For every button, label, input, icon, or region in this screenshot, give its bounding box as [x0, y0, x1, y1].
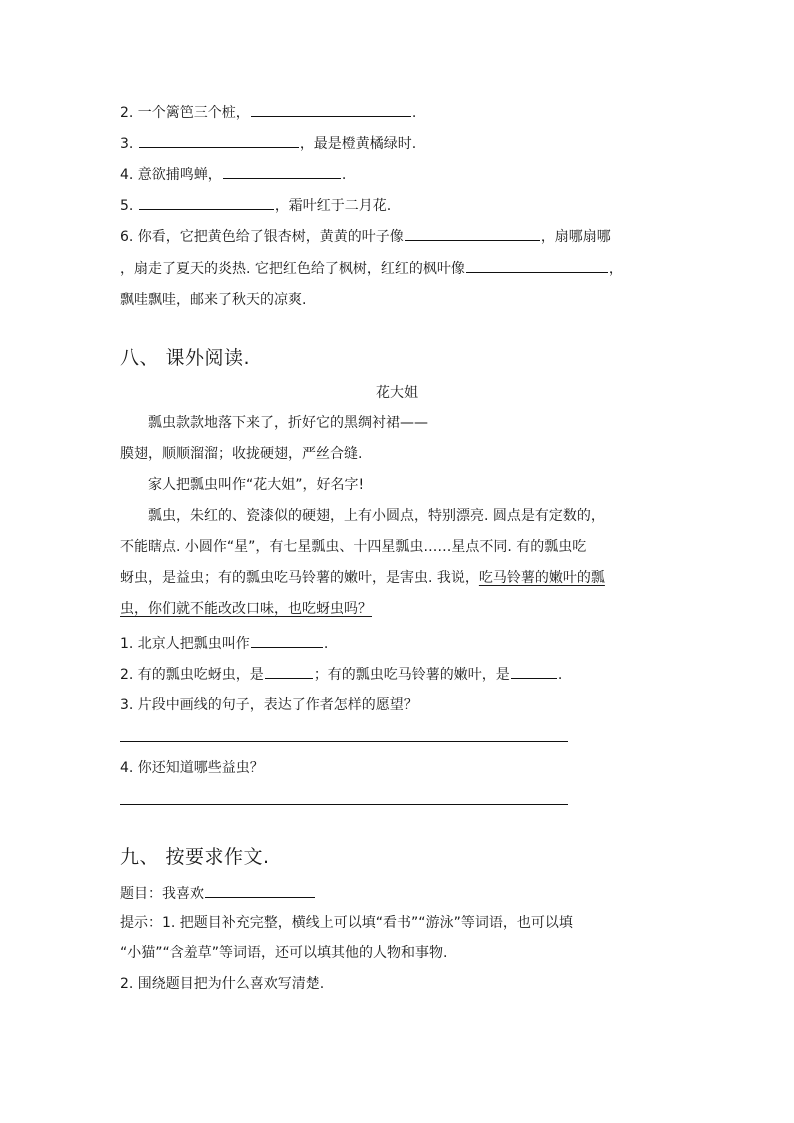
underlined-sentence: 虫，你们就不能改改口味，也吃蚜虫吗？ [120, 601, 372, 617]
section-9-heading: 九、 按要求作文. [120, 846, 270, 868]
passage-paragraph-3-line-1: 瓢虫，朱红的、瓷漆似的硬翅，上有小圆点，特别漂亮. 圆点是有定数的， [148, 508, 605, 524]
answer-blank[interactable] [466, 258, 608, 273]
composition-hint-2: 2. 围绕题目把为什么喜欢写清楚. [120, 976, 325, 992]
answer-blank[interactable] [139, 133, 299, 148]
passage-paragraph-1-line-1: 瓢虫款款地落下来了，折好它的黑绸衬裙—— [148, 415, 428, 431]
answer-blank[interactable] [511, 664, 557, 679]
fill-question-3: 3. ，最是橙黄橘绿时. [120, 133, 416, 154]
passage-paragraph-3-line-2: 不能瞎点. 小圆作“星”，有七星瓢虫、十四星瓢虫……星点不同. 有的瓢虫吃 [120, 539, 587, 555]
passage-paragraph-3-line-3: 蚜虫，是益虫；有的瓢虫吃马铃薯的嫩叶，是害虫. 我说，吃马铃薯的嫩叶的瓢 [120, 570, 605, 586]
fill-question-6-line-2: ，扇走了夏天的炎热. 它把红色给了枫树，红红的枫叶像 ， [120, 258, 623, 279]
answer-blank[interactable] [265, 664, 313, 679]
reading-question-2: 2. 有的瓢虫吃蚜虫，是 ；有的瓢虫吃马铃薯的嫩叶，是 . [120, 664, 562, 685]
reading-question-4: 4. 你还知道哪些益虫？ [120, 760, 264, 776]
reading-question-1: 1. 北京人把瓢虫叫作 . [120, 633, 328, 654]
passage-title: 花大姐 [376, 385, 418, 401]
answer-blank[interactable] [205, 883, 315, 898]
section-8-heading: 八、 课外阅读. [120, 347, 251, 369]
fill-question-5: 5. ，霜叶红于二月花. [120, 195, 391, 216]
fill-question-2: 2. 一个篱笆三个桩， . [120, 102, 416, 123]
answer-blank[interactable] [223, 164, 341, 179]
answer-line-q4[interactable] [120, 804, 568, 805]
answer-blank[interactable] [139, 195, 274, 210]
answer-blank[interactable] [405, 226, 540, 241]
passage-paragraph-2: 家人把瓢虫叫作“花大姐”，好名字! [148, 477, 365, 493]
passage-paragraph-3-line-4 [120, 599, 372, 619]
answer-blank[interactable] [251, 102, 411, 117]
composition-topic: 题目：我喜欢 [120, 883, 316, 904]
composition-hint-line-2: “小猫”“含羞草”等词语，还可以填其他的人物和事物. [120, 945, 448, 961]
answer-blank[interactable] [251, 633, 323, 648]
underlined-sentence: 吃马铃薯的嫩叶的瓢 [478, 570, 605, 586]
fill-question-6-line-3: 飘哇飘哇，邮来了秋天的凉爽. [120, 292, 307, 308]
fill-question-4: 4. 意欲捕鸣蝉， . [120, 164, 346, 185]
fill-question-6-line-1: 6. 你看，它把黄色给了银杏树，黄黄的叶子像 ，扇哪扇哪 [120, 226, 611, 247]
reading-question-3: 3. 片段中画线的句子，表达了作者怎样的愿望？ [120, 697, 418, 713]
passage-paragraph-1-line-2: 膜翅，顺顺溜溜；收拢硬翅，严丝合缝. [120, 446, 363, 462]
composition-hint-line-1: 提示：1. 把题目补充完整，横线上可以填“看书”“游泳”等词语，也可以填 [120, 915, 573, 931]
answer-line-q3[interactable] [120, 741, 568, 742]
